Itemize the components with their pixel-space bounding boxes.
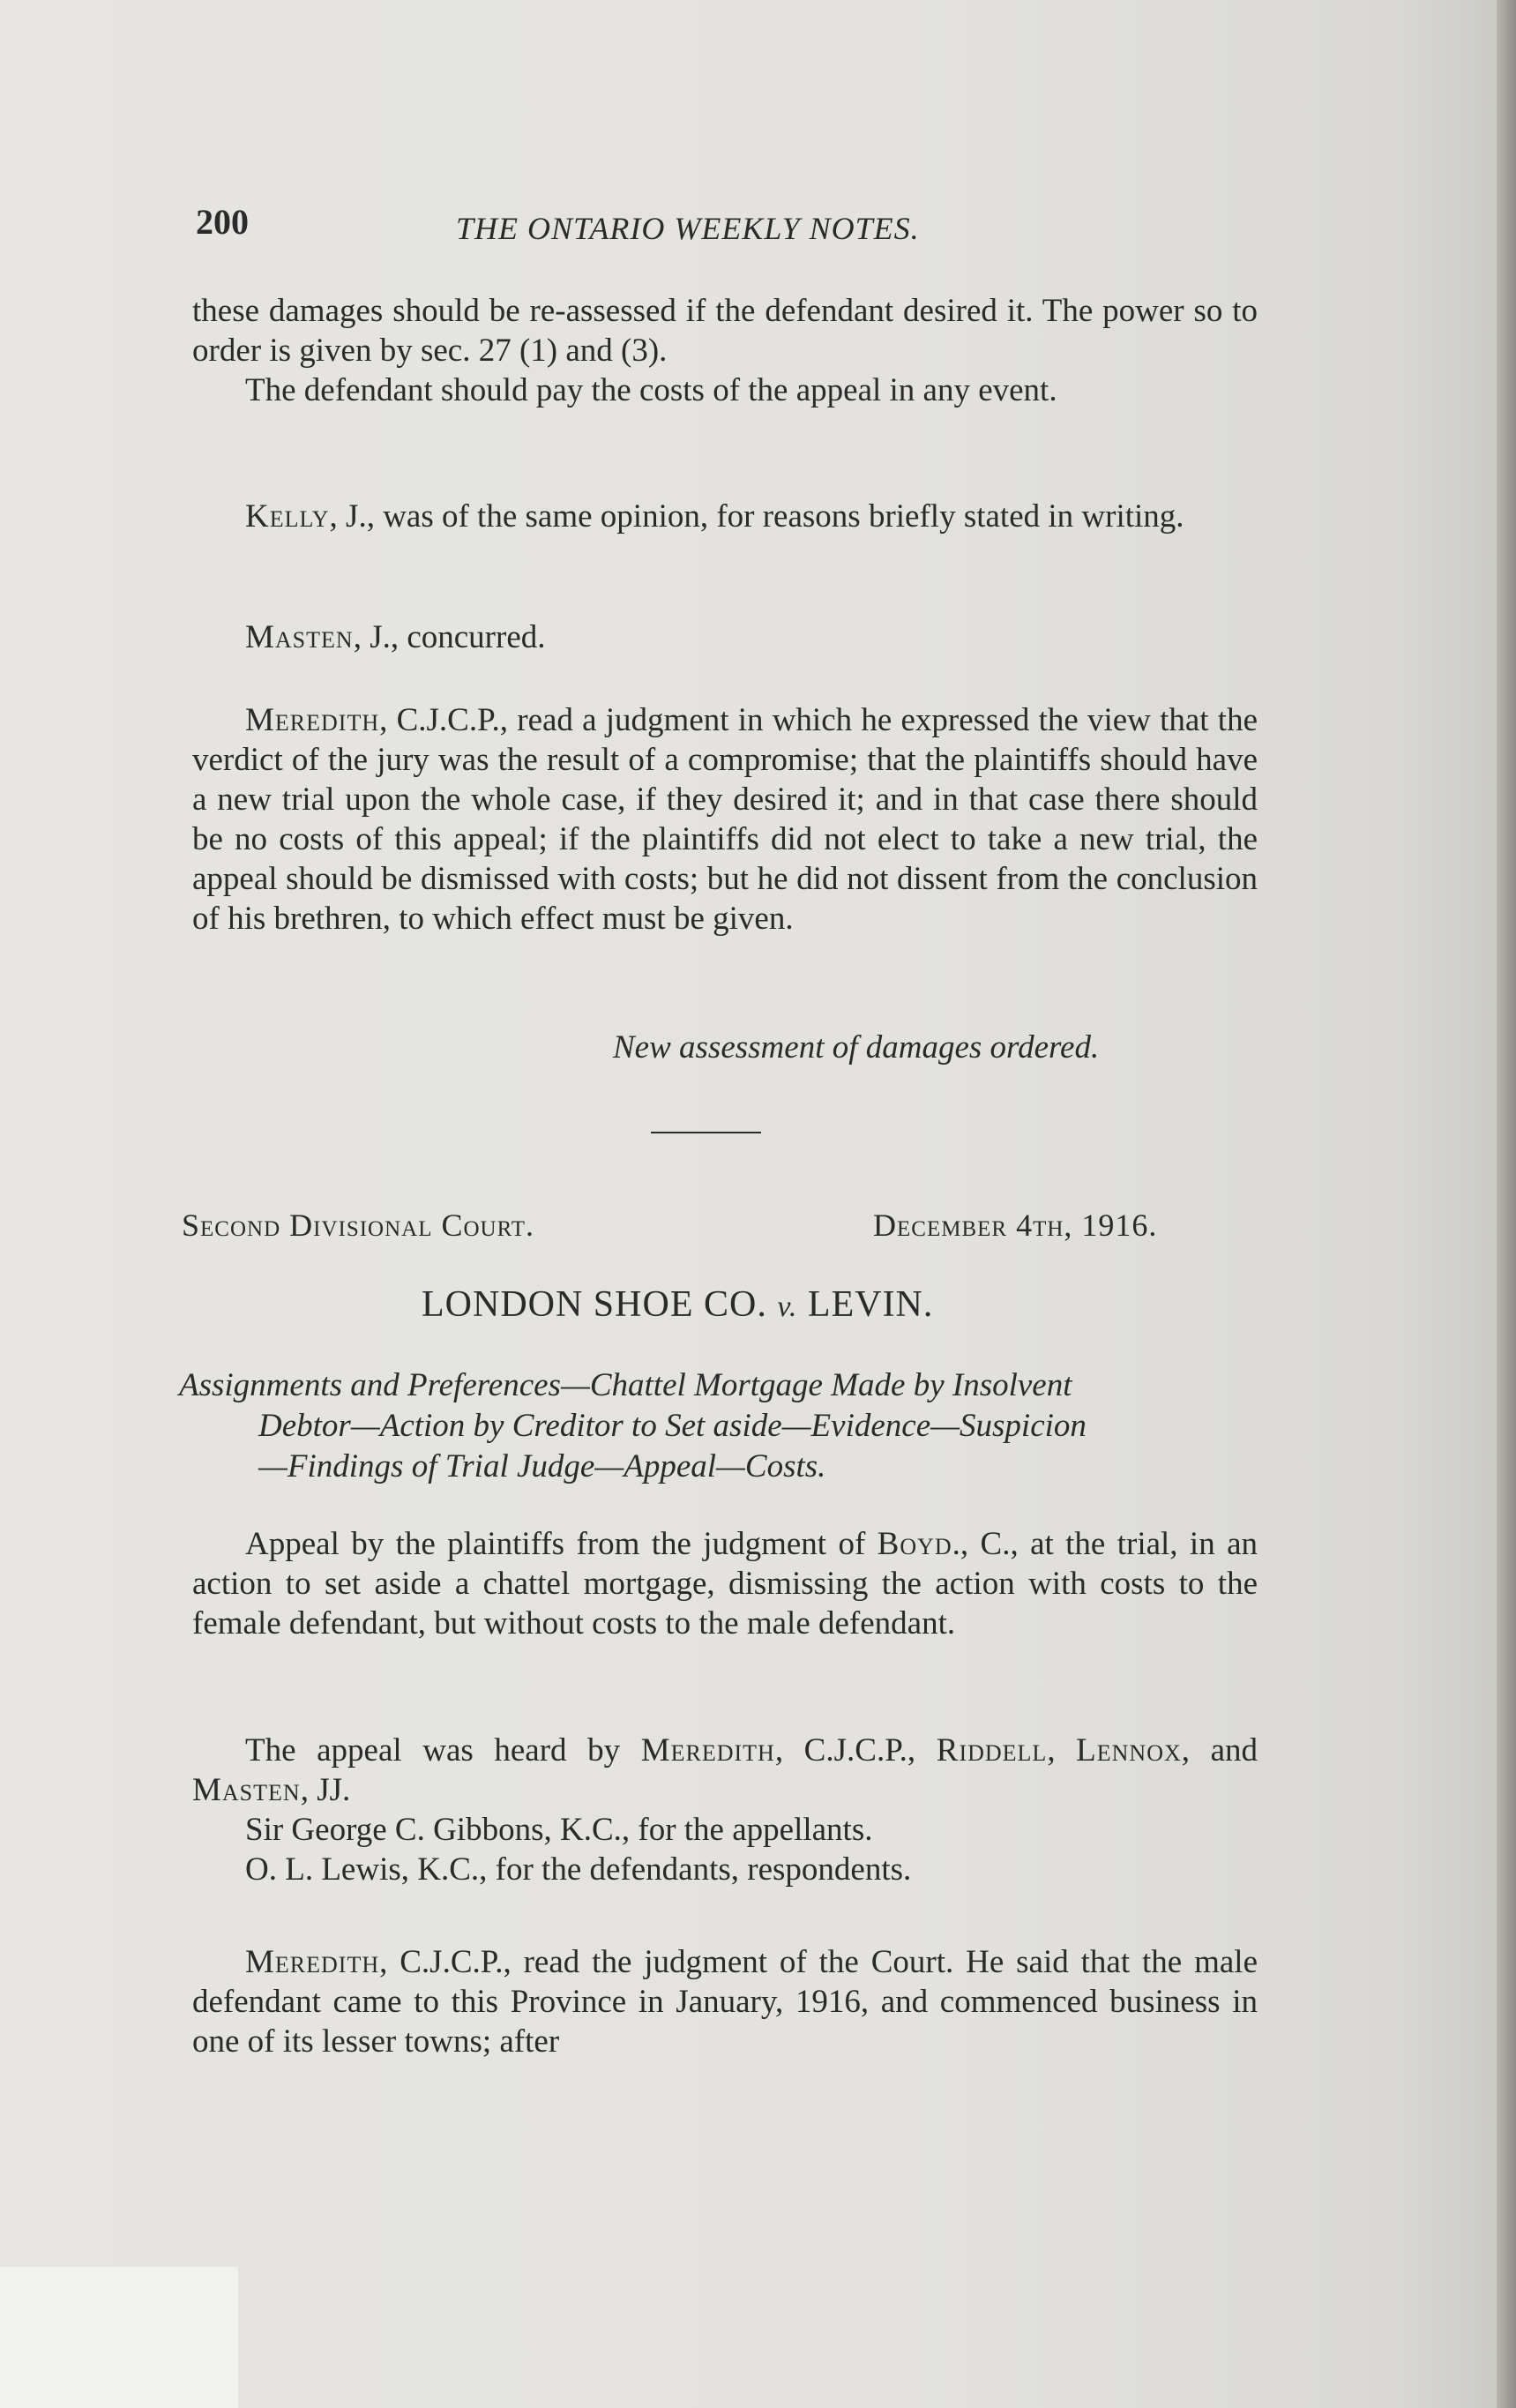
appeal-statement <box>192 1524 1258 1643</box>
paragraph-text: , JJ. <box>300 1772 351 1808</box>
judge-name: Meredith <box>245 702 380 738</box>
case-defendant: LEVIN. <box>807 1284 934 1325</box>
judge-name: Masten <box>192 1772 301 1808</box>
case-title <box>422 1283 933 1326</box>
counsel-appellants: Sir George C. Gibbons, K.C., for the appellants. <box>245 1812 873 1848</box>
catchwords-line: —Findings of Trial Judge—Appeal—Costs. <box>258 1448 826 1484</box>
judge-name: Riddell <box>936 1732 1048 1769</box>
paragraph-text: , C.J.C.P., read a judgment in which he expressed the view that the verdict of the jury was the result of a compromise; that the plaintiffs should have a new trial upon the whole case, if they desired it; and in that case there should be no costs of this appeal; if the plaintiffs did not elect to take a new trial, the appeal should be dismissed with costs; but he did not dissent from the conclusion of his brethren, to which effect must be given. <box>192 702 1258 937</box>
section-divider <box>651 1132 761 1133</box>
judgment-date: December 4th, 1916. <box>873 1208 1158 1243</box>
catchwords-line: Assignments and Preferences—Chattel Mortgage Made by Insolvent <box>179 1367 1072 1403</box>
paragraph-text: , C.J.C.P., <box>774 1732 937 1769</box>
hearing-statement <box>192 1731 1258 1810</box>
case-versus: v. <box>777 1290 798 1323</box>
catchwords <box>179 1365 1255 1487</box>
paragraph-text: , J., was of the same opinion, for reasons briefly stated in writing. <box>329 498 1184 535</box>
judge-name: Kelly <box>245 498 330 535</box>
running-title: THE ONTARIO WEEKLY NOTES. <box>456 211 920 246</box>
page-header <box>196 192 1258 245</box>
judgment-paragraph <box>192 1942 1258 2061</box>
judge-name: Masten <box>245 619 354 655</box>
page-number: 200 <box>196 202 249 242</box>
paragraph-text: Appeal by the plaintiffs from the judgment of <box>245 1526 877 1562</box>
paragraph-text: , and <box>1181 1732 1258 1769</box>
paragraph-kelly <box>192 497 1258 536</box>
paragraph-text: , C.J.C.P., read the judgment of the Court. He said that the male defendant came to this Province in January, 1916, and commenced business in one of its lesser towns; after <box>192 1944 1258 2060</box>
counsel-respondents: O. L. Lewis, K.C., for the defendants, respondents. <box>245 1851 912 1888</box>
catchwords-line: Debtor—Action by Creditor to Set aside—Evidence—Suspicion <box>258 1408 1087 1444</box>
court-name: Second Divisional Court. <box>182 1208 535 1243</box>
case-plaintiff: LONDON SHOE CO. <box>422 1284 767 1325</box>
judge-name: Boyd <box>877 1526 952 1562</box>
page-edge <box>1497 0 1516 2408</box>
paragraph-costs: The defendant should pay the costs of the appeal in any event. <box>245 372 1057 408</box>
judge-name: Meredith <box>640 1732 775 1769</box>
judge-name: Lennox <box>1076 1732 1182 1769</box>
paragraph-text: ., C., at the trial, in an action to set aside a chattel mortgage, dismissing the action with costs to the female defendant, but without costs to the male defendant. <box>192 1526 1258 1641</box>
paragraph-text: , <box>1047 1732 1077 1769</box>
paragraph-meredith <box>192 700 1258 939</box>
judge-name: Meredith <box>245 1944 380 1980</box>
paragraph-damages: these damages should be re-assessed if the defendant desired it. The power so to order is given by sec. 27 (1) and (3). <box>192 293 1258 369</box>
paragraph-text: , J., concurred. <box>353 619 546 655</box>
paragraph-text: The appeal was heard by <box>245 1732 641 1769</box>
disposition: New assessment of damages ordered. <box>613 1029 1100 1066</box>
paragraph-masten <box>192 617 1258 657</box>
scan-corner <box>0 2267 238 2408</box>
